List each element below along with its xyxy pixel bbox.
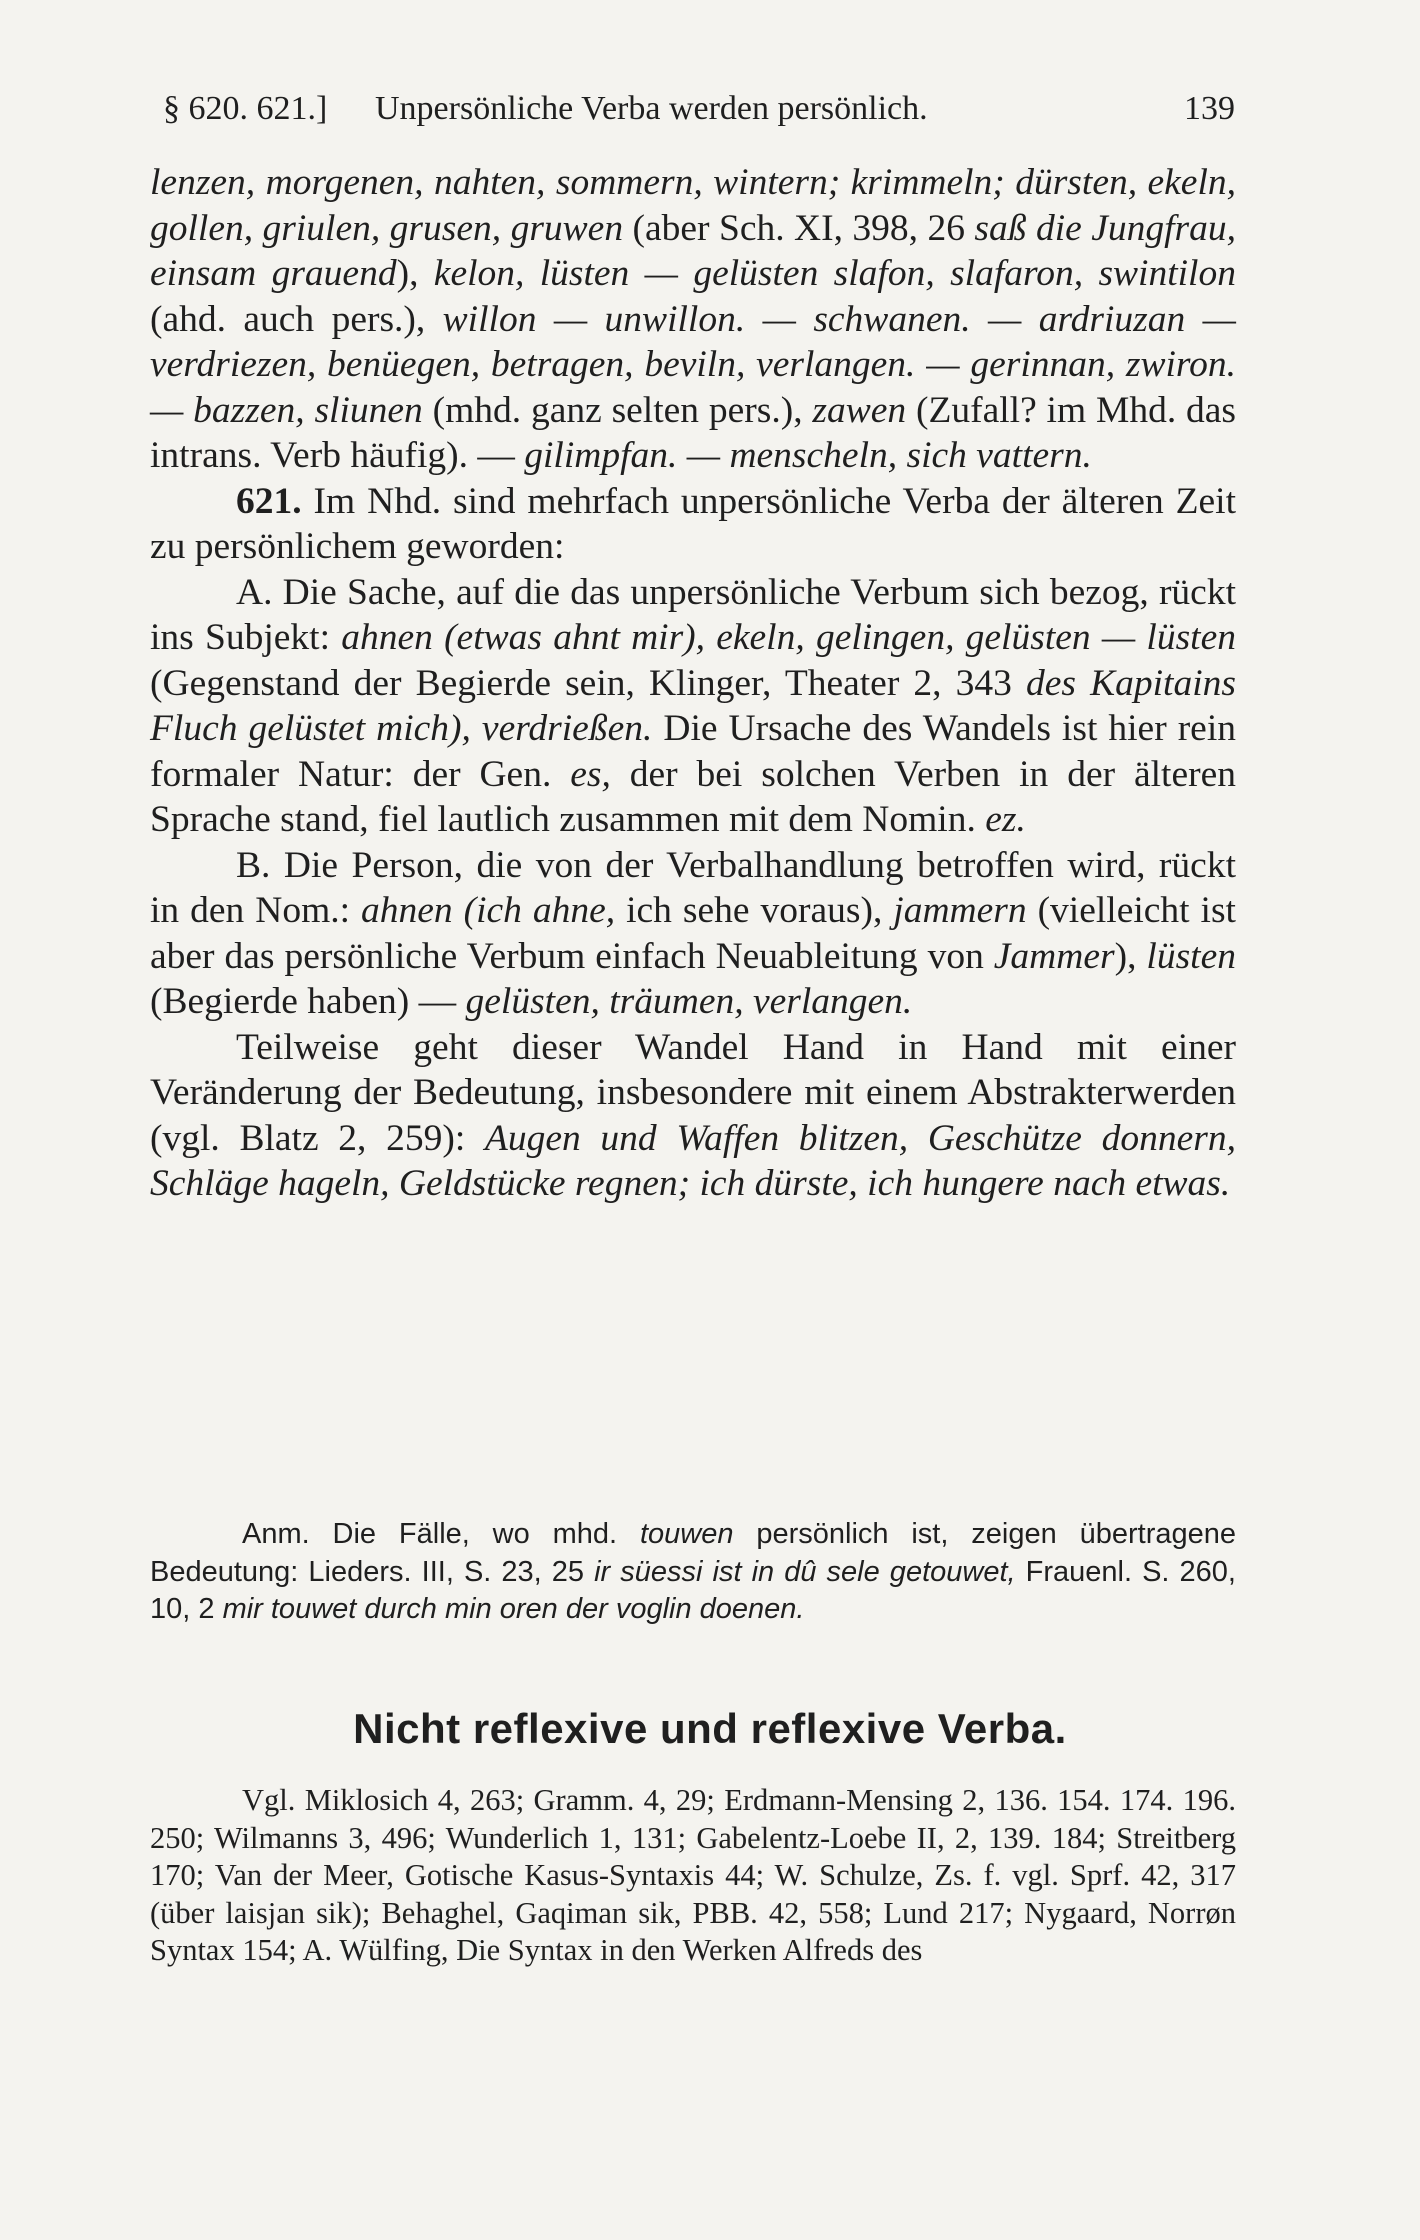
text-run: Teilweise geht dieser Wandel Hand in Hand mit einer Veränderung der Bedeutung, insbesondere mit einem Abstrakterwerden (vgl. Blatz 2, 259): bbox=[150, 1026, 1236, 1159]
text-run: (mhd. ganz selten pers.), bbox=[422, 389, 813, 431]
paragraph-a bbox=[150, 570, 1236, 843]
text-run: Anm. Die Fälle, wo mhd. bbox=[242, 1518, 640, 1550]
section-reference: § 620. 621.] bbox=[163, 90, 328, 127]
note-text bbox=[150, 1516, 1236, 1629]
italic-term: gelüsten, träumen, verlangen. bbox=[465, 981, 913, 1022]
page-number: 139 bbox=[1184, 90, 1235, 127]
references-block bbox=[150, 1782, 1236, 1970]
italic-term: saß die Jungfrau, einsam grauend bbox=[150, 207, 1236, 294]
italic-term: Jammer bbox=[993, 935, 1115, 977]
italic-term: lenzen, morgenen, nahten, sommern, wintern; krimmeln; dürsten, ekeln, gollen, griulen, grusen, gruwen bbox=[150, 162, 1236, 249]
section-number: 621. bbox=[236, 480, 302, 522]
italic-term: Augen und Waffen blitzen, Geschütze donnern, Schläge hageln, Geldstücke regnen; ich dürste, ich hungere nach etwas. bbox=[150, 1117, 1236, 1204]
text-run: ich sehe voraus), bbox=[615, 890, 894, 931]
annotation-note bbox=[150, 1516, 1236, 1629]
references-text: Vgl. Miklosich 4, 263; Gramm. 4, 29; Erdmann-Mensing 2, 136. 154. 174. 196. 250; Wilmanns 3, 496; Wunderlich 1, 131; Gabelentz-Loebe II, 2, 139. 184; Streitberg 170; Van der Meer, Gotische Kasus-Syntaxis 44; W. Schulze, Zs. f. vgl. Sprf. 42, 317 (über laisjan sik); Behaghel, Gaqiman sik, PBB. 42, 558; Lund 217; Nygaard, Norrøn Syntax 154; A. Wülfing, Die Syntax in den Werken Alfreds des bbox=[150, 1783, 1236, 1967]
text-run: Frauenl. S. 260, 10, 2 bbox=[150, 1555, 1236, 1625]
text-run: (Zufall? im Mhd. das intrans. Verb häufig). — bbox=[150, 389, 1236, 476]
text-run: B. Die Person, die von der Verbalhandlung betroffen wird, rückt in den Nom.: bbox=[150, 844, 1236, 931]
italic-term: ahnen (ich ahne, bbox=[361, 890, 616, 931]
text-run: A. Die Sache, auf die das unpersönliche Verbum sich bezog, rückt ins Subjekt: bbox=[150, 571, 1236, 658]
italic-term: ir süessi ist in dû sele getouwet, bbox=[594, 1555, 1016, 1588]
paragraph-b bbox=[150, 843, 1236, 1025]
italic-term: gilimpfan. — menscheln, sich vattern. bbox=[524, 435, 1092, 476]
text-run: Die Ursache des Wandels ist hier rein formaler Natur: der Gen. bbox=[150, 708, 1236, 795]
text-run: Im Nhd. sind mehrfach unpersönliche Verba der älteren Zeit zu persönlichem geworden: bbox=[150, 480, 1236, 567]
main-text bbox=[150, 160, 1236, 1207]
running-title: Unpersönliche Verba werden persönlich. bbox=[375, 90, 928, 127]
section-heading: Nicht reflexive und reflexive Verba. bbox=[353, 1705, 1067, 1752]
text-run: (aber Sch. XI, 398, 26 bbox=[623, 207, 975, 249]
paragraph-621-intro bbox=[150, 479, 1236, 570]
italic-term: kelon, lüsten — gelüsten slafon, slafaron, swintilon bbox=[433, 253, 1236, 294]
text-run: ), bbox=[1114, 935, 1147, 977]
italic-term: touwen bbox=[639, 1518, 734, 1550]
text-run: der bei solchen Verben in der älteren Sprache stand, fiel lautlich zusammen mit dem Nomin. bbox=[150, 753, 1236, 840]
italic-term: ahnen (etwas ahnt mir), ekeln, gelingen, gelüsten — lüsten bbox=[341, 617, 1236, 658]
italic-term: zawen bbox=[812, 389, 907, 431]
italic-term: willon — unwillon. — schwanen. — ardriuzan — verdriezen, benüegen, betragen, beviln, verlangen. — gerinnan, zwiron. — bazzen, sliunen bbox=[150, 298, 1236, 431]
italic-term: lüsten bbox=[1146, 935, 1236, 977]
text-run: (ahd. auch pers.), bbox=[150, 298, 443, 340]
text-run: (vielleicht ist aber das persönliche Verbum einfach Neuableitung von bbox=[150, 890, 1236, 977]
italic-term: mir touwet durch min oren der voglin doenen. bbox=[222, 1593, 805, 1625]
text-run: (Begierde haben) — bbox=[150, 981, 466, 1022]
text-run: ), bbox=[396, 253, 434, 294]
paragraph-teilweise bbox=[150, 1025, 1236, 1207]
text-run: persönlich ist, zeigen übertragene Bedeutung: Lieders. III, S. 23, 25 bbox=[150, 1518, 1236, 1588]
italic-term: ez. bbox=[985, 799, 1026, 840]
running-header bbox=[163, 78, 1235, 138]
italic-term: jammern bbox=[893, 890, 1027, 931]
italic-term: es, bbox=[570, 753, 611, 795]
italic-term: des Kapitains Fluch gelüstet mich), verdrießen. bbox=[150, 662, 1236, 749]
paragraph-verb-list bbox=[150, 160, 1236, 479]
text-run: (Gegenstand der Begierde sein, Klinger, Theater 2, 343 bbox=[150, 662, 1027, 704]
